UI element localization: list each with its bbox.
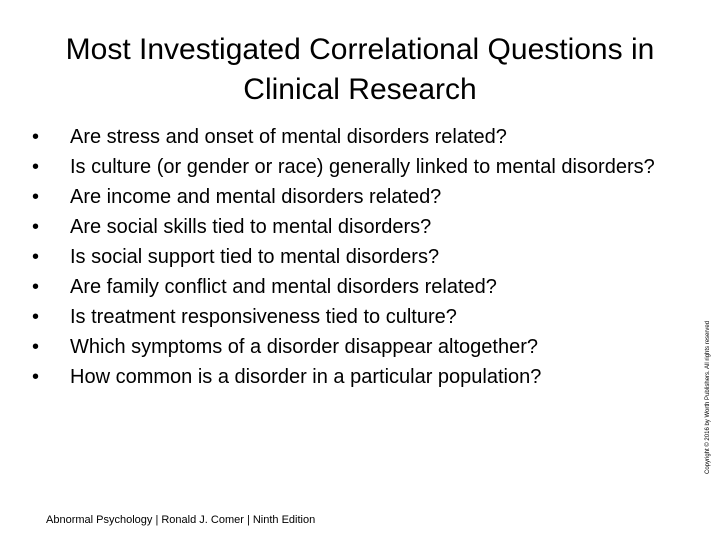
slide-title-line-2: Clinical Research (243, 73, 477, 106)
bullet-text: How common is a disorder in a particular population? (70, 366, 542, 388)
bullet-item (30, 242, 670, 272)
bullet-item (30, 182, 670, 212)
bullet-text: Are family conflict and mental disorders related? (70, 276, 497, 298)
bullet-marker: • (32, 126, 40, 148)
bullet-text: Are stress and onset of mental disorders related? (70, 126, 507, 148)
bullet-marker: • (32, 186, 40, 208)
bullet-marker: • (32, 366, 40, 388)
bullet-marker: • (32, 336, 40, 358)
bullet-list (30, 122, 670, 392)
footer-citation: Abnormal Psychology | Ronald J. Comer | Ninth Edition (46, 514, 316, 526)
bullet-marker: • (32, 276, 40, 298)
bullet-marker: • (32, 306, 40, 328)
bullet-marker: • (32, 216, 40, 238)
bullet-text: Are social skills tied to mental disorders? (70, 216, 432, 238)
slide-title (20, 30, 700, 110)
bullet-item (30, 332, 670, 362)
bullet-text: Is treatment responsiveness tied to culture? (70, 306, 457, 328)
bullet-marker: • (32, 246, 40, 268)
bullet-marker: • (32, 156, 40, 178)
bullet-item (30, 302, 670, 332)
bullet-text: Is culture (or gender or race) generally linked to mental disorders? (70, 156, 655, 178)
copyright-notice: Copyright © 2016 by Worth Publishers. All rights reserved (705, 320, 711, 474)
bullet-item (30, 362, 670, 392)
bullet-item (30, 152, 670, 182)
bullet-text: Are income and mental disorders related? (70, 186, 442, 208)
bullet-item (30, 122, 670, 152)
bullet-text: Which symptoms of a disorder disappear altogether? (70, 336, 539, 358)
bullet-item (30, 272, 670, 302)
slide-title-line-1: Most Investigated Correlational Questions in (65, 33, 655, 66)
bullet-item (30, 212, 670, 242)
bullet-text: Is social support tied to mental disorders? (70, 246, 440, 268)
